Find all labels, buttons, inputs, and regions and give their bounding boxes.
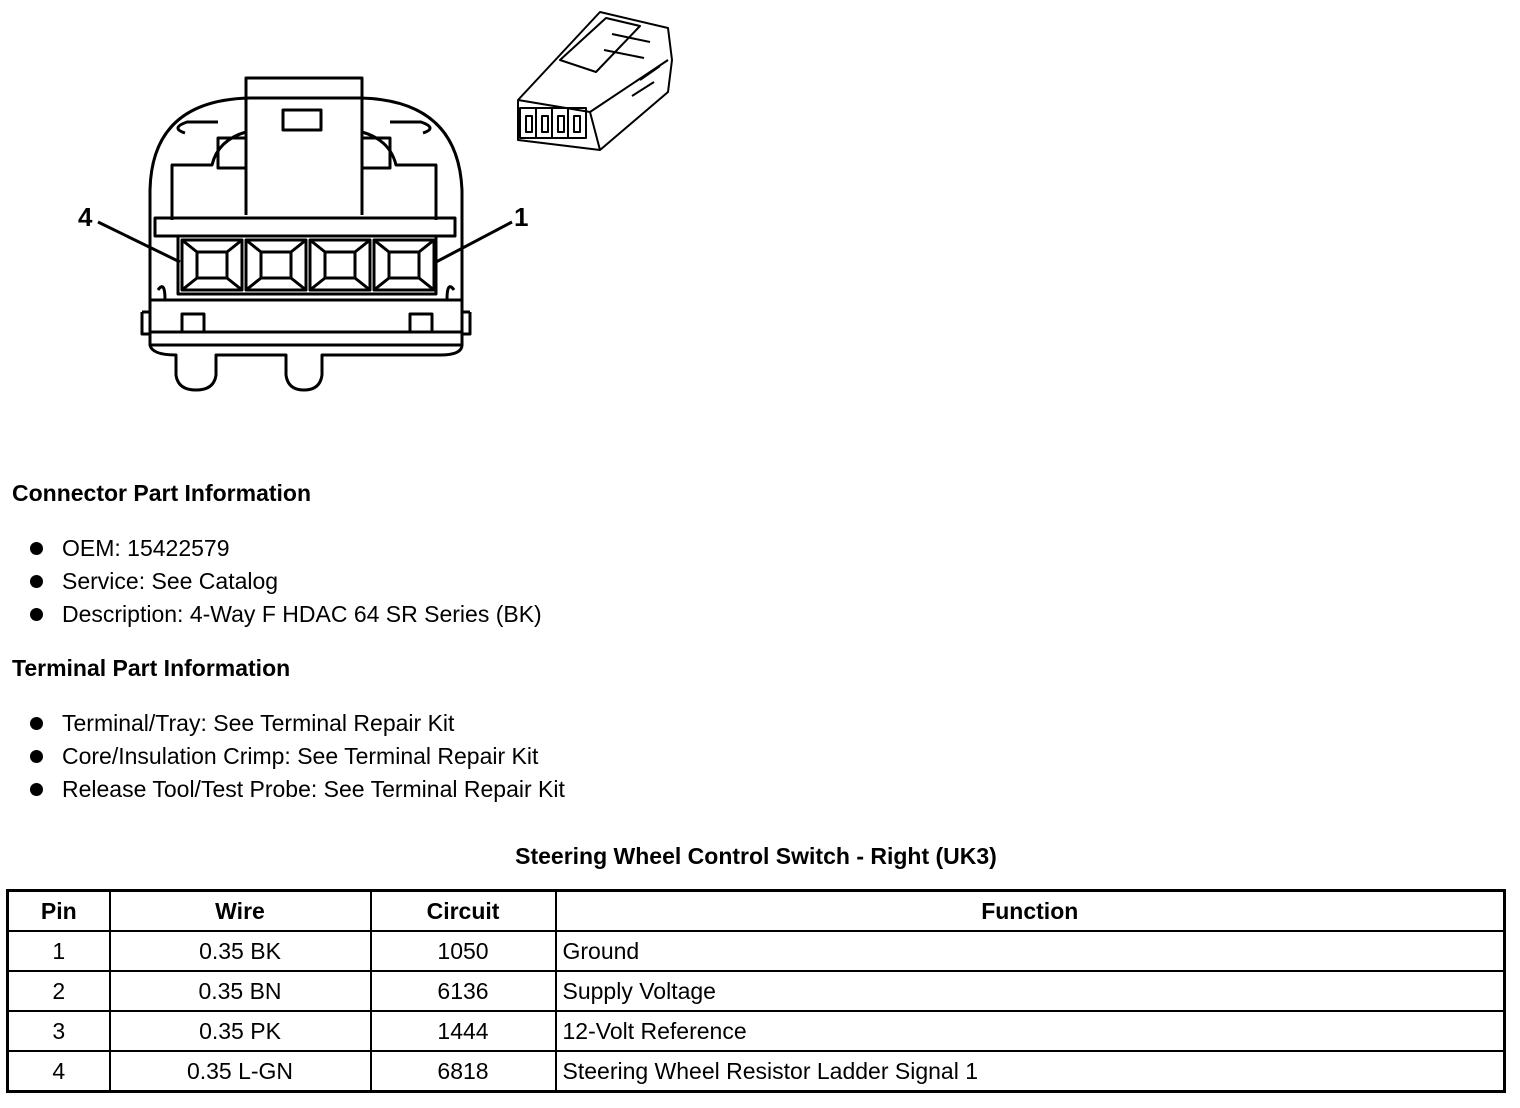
cell-pin: 1 — [8, 931, 110, 971]
table-header-row — [8, 891, 1505, 932]
pin-label-1: 1 — [514, 202, 529, 232]
cavity-3 — [246, 240, 306, 290]
cell-pin: 3 — [8, 1011, 110, 1051]
pinout-table — [6, 889, 1506, 1093]
bullet-icon — [30, 783, 43, 796]
connector-3d-view — [518, 12, 672, 150]
cell-pin: 4 — [8, 1051, 110, 1092]
cell-circuit: 6818 — [371, 1051, 556, 1092]
list-item — [28, 532, 542, 565]
terminal-info-list — [28, 707, 565, 806]
cavity-2 — [310, 240, 370, 290]
table-title: Steering Wheel Control Switch - Right (UK3) — [515, 843, 997, 869]
cell-function: Steering Wheel Resistor Ladder Signal 1 — [556, 1051, 1505, 1092]
list-item — [28, 598, 542, 631]
list-item-text: Description: 4-Way F HDAC 64 SR Series (BK) — [62, 601, 542, 627]
list-item — [28, 707, 565, 740]
bullet-icon — [30, 717, 43, 730]
list-item — [28, 565, 542, 598]
bullet-icon — [30, 575, 43, 588]
cell-wire: 0.35 L-GN — [110, 1051, 371, 1092]
cell-wire: 0.35 BK — [110, 931, 371, 971]
cell-pin: 2 — [8, 971, 110, 1011]
pin-label-4: 4 — [78, 202, 93, 232]
table-row — [8, 1011, 1505, 1051]
table-row — [8, 931, 1505, 971]
table-row — [8, 971, 1505, 1011]
cell-wire: 0.35 BN — [110, 971, 371, 1011]
connector-diagram — [0, 0, 700, 420]
cell-wire: 0.35 PK — [110, 1011, 371, 1051]
bullet-icon — [30, 608, 43, 621]
bullet-icon — [30, 750, 43, 763]
header-wire: Wire — [110, 891, 371, 932]
cell-function: 12-Volt Reference — [556, 1011, 1505, 1051]
cell-function: Ground — [556, 931, 1505, 971]
header-function: Function — [556, 891, 1505, 932]
list-item — [28, 740, 565, 773]
header-circuit: Circuit — [371, 891, 556, 932]
list-item-text: Service: See Catalog — [62, 568, 279, 594]
cavity-4 — [182, 240, 242, 290]
cell-circuit: 1444 — [371, 1011, 556, 1051]
table-row — [8, 1051, 1505, 1092]
connector-housing — [150, 98, 462, 345]
list-item-text: Core/Insulation Crimp: See Terminal Repair Kit — [62, 743, 539, 769]
cell-circuit: 6136 — [371, 971, 556, 1011]
cavity-1 — [374, 240, 434, 290]
cell-function: Supply Voltage — [556, 971, 1505, 1011]
connector-info-heading: Connector Part Information — [12, 480, 312, 506]
list-item-text: Terminal/Tray: See Terminal Repair Kit — [62, 710, 455, 736]
cell-circuit: 1050 — [371, 931, 556, 971]
bullet-icon — [30, 542, 43, 555]
list-item-text: Release Tool/Test Probe: See Terminal Repair Kit — [62, 776, 565, 802]
connector-info-list — [28, 532, 542, 631]
terminal-info-heading: Terminal Part Information — [12, 655, 291, 681]
header-pin: Pin — [8, 891, 110, 932]
list-item-text: OEM: 15422579 — [62, 535, 230, 561]
list-item — [28, 773, 565, 806]
